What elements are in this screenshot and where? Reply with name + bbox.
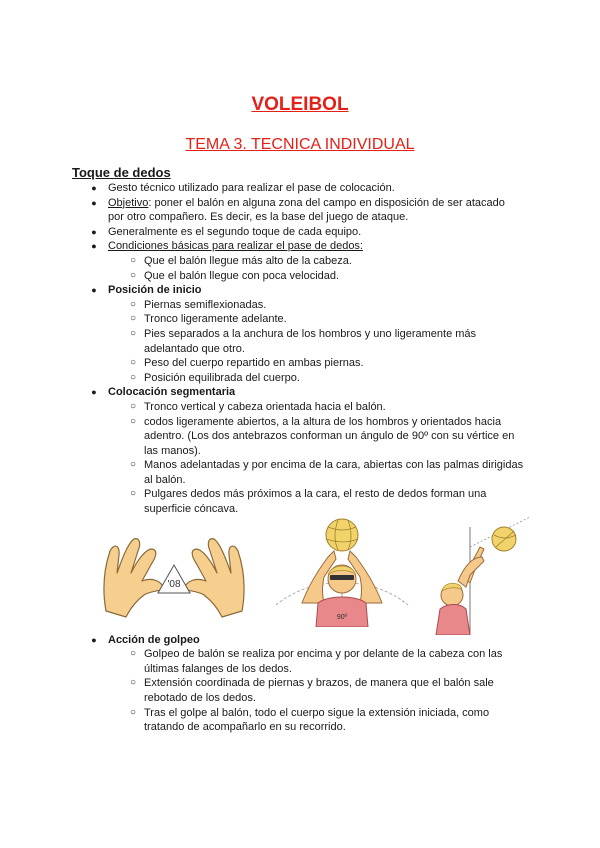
bullet-icon: ● — [91, 197, 97, 208]
golpeo-list — [0, 633, 600, 735]
volleyball-icon — [326, 519, 358, 551]
sub-list-item: ○ Peso del cuerpo repartido en ambas piernas. — [0, 356, 600, 371]
section-heading: Toque de dedos — [72, 165, 171, 180]
sub-list-item: ○ Que el balón llegue más alto de la cabeza. — [0, 254, 600, 269]
circle-bullet-icon: ○ — [129, 254, 137, 266]
circle-bullet-icon: ○ — [129, 313, 137, 325]
list-item: ● Gesto técnico utilizado para realizar el pase de colocación. — [0, 181, 600, 196]
bullet-icon: ● — [91, 387, 97, 398]
circle-bullet-icon: ○ — [129, 648, 137, 660]
section-colocacion-heading: ● Colocación segmentaria — [0, 385, 600, 400]
sub-list-item: ○ Que el balón llegue con poca velocidad. — [0, 269, 600, 284]
bullet-icon: ● — [91, 285, 97, 296]
sub-list-item: ○ Manos adelantadas y por encima de la cara, abiertas con las palmas dirigidas al balón. — [0, 458, 600, 487]
circle-bullet-icon: ○ — [129, 706, 137, 718]
sub-list-item: ○ Pulgares dedos más próximos a la cara, el resto de dedos forman una superficie cóncava. — [0, 487, 600, 516]
player-side-illustration — [430, 517, 540, 635]
circle-bullet-icon: ○ — [129, 298, 137, 310]
page-title: VOLEIBOL — [251, 94, 349, 115]
objetivo-label: Objetivo — [108, 196, 149, 209]
list-item: ● Generalmente es el segundo toque de cada equipo. — [0, 225, 600, 240]
sub-list-item: ○ Pies separados a la anchura de los hombros y uno ligeramente más adelantado que otro. — [0, 327, 600, 356]
intro-list — [0, 181, 600, 517]
circle-bullet-icon: ○ — [129, 488, 137, 500]
sub-list-item: ○ codos ligeramente abiertos, a la altura de los hombros y orientados hacia adentro. (Los dos antebrazos conforman un ángulo de 90º con su vértice en las manos). — [0, 415, 600, 459]
player-front-illustration — [272, 517, 412, 627]
sub-list-item: ○ Tras el golpe al balón, todo el cuerpo sigue la extensión iniciada, como tratando de acompañarlo en su recorrido. — [0, 706, 600, 735]
document-body — [0, 181, 600, 735]
circle-bullet-icon: ○ — [129, 459, 137, 471]
bullet-icon: ● — [91, 241, 97, 252]
section-golpeo-heading: ● Acción de golpeo — [0, 633, 600, 648]
circle-bullet-icon: ○ — [129, 400, 137, 412]
illustrations-row — [0, 521, 600, 631]
sub-list-item: ○ Tronco vertical y cabeza orientada hacia el balón. — [0, 400, 600, 415]
list-item: ● Objetivo: poner el balón en alguna zona del campo en disposición de ser atacado por otro compañero. Es decir, es la base del juego de ataque. — [0, 196, 600, 225]
hands-triangle-label: '08 — [167, 578, 181, 590]
circle-bullet-icon: ○ — [129, 269, 137, 281]
sub-list-item: ○ Piernas semiflexionadas. — [0, 298, 600, 313]
sub-list-item: ○ Posición equilibrada del cuerpo. — [0, 371, 600, 386]
list-item: ● Condiciones básicas para realizar el pase de dedos: — [0, 239, 600, 254]
bullet-icon: ● — [91, 226, 97, 237]
bullet-icon: ● — [91, 183, 97, 193]
section-posicion-heading: ● Posición de inicio — [0, 283, 600, 298]
sub-list-item: ○ Tronco ligeramente adelante. — [0, 312, 600, 327]
circle-bullet-icon: ○ — [129, 357, 137, 369]
volleyball-icon — [492, 527, 516, 551]
circle-bullet-icon: ○ — [129, 415, 137, 427]
circle-bullet-icon: ○ — [129, 371, 137, 383]
bullet-icon: ● — [91, 634, 97, 645]
circle-bullet-icon: ○ — [129, 677, 137, 689]
sub-list-item: ○ Extensión coordinada de piernas y brazos, de manera que el balón sale rebotado de los dedos. — [0, 676, 600, 705]
page-subtitle: TEMA 3. TECNICA INDIVIDUAL — [185, 136, 415, 153]
shirt-label: 90º — [336, 613, 348, 621]
sub-list-item: ○ Golpeo de balón se realiza por encima y por delante de la cabeza con las últimas falanges de los dedos. — [0, 647, 600, 676]
circle-bullet-icon: ○ — [129, 327, 137, 339]
hands-triangle-illustration — [100, 529, 248, 619]
